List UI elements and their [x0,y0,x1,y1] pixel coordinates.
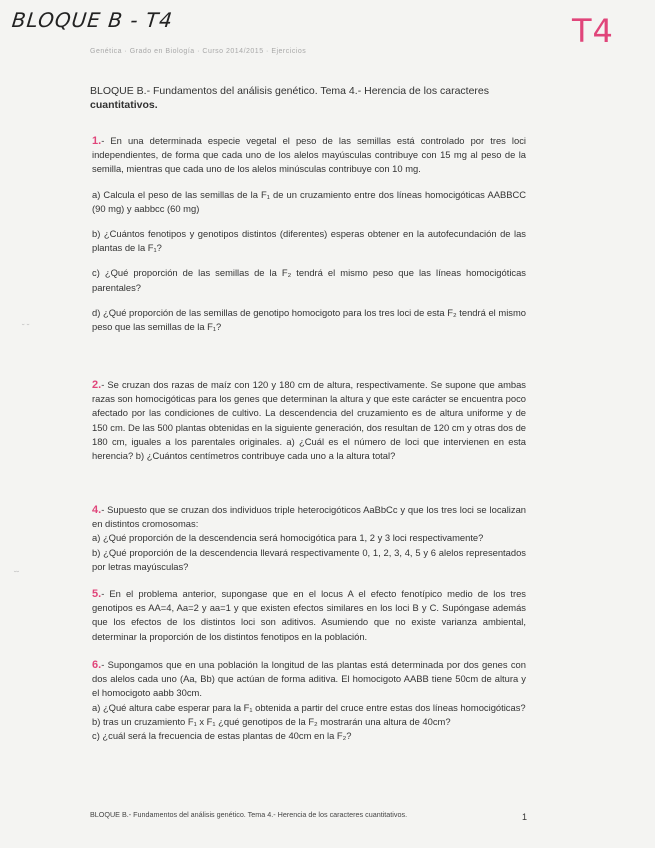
problem-6-part-a: a) ¿Qué altura cabe esperar para la F₁ obtenida a partir del cruce entre estas dos líneas homocigóticas? [92,701,526,713]
problem-2-number: 2. [92,379,102,391]
problem-6 [92,658,526,743]
problem-4 [92,503,526,574]
page-number: 1 [522,812,528,822]
margin-mark: ˘˘ [14,570,20,579]
problem-1-part-d: d) ¿Qué proporción de las semillas de genotipo homocigoto para los tres loci de esta F₂ tendrá el mismo peso que las semillas de la F₁? [92,306,526,333]
problem-6-part-c: c) ¿cuál será la frecuencia de estas plantas de 40cm en la F₂? [92,730,352,742]
problem-2 [92,378,526,474]
problem-1-number: 1. [92,135,102,147]
handwritten-tag: T4 [572,12,614,50]
problem-4-part-b: b) ¿Qué proporción de la descendencia llevará respectivamente 0, 1, 2, 3, 4, 5 y 6 alelos representados por letras mayúsculas? [92,546,526,572]
problem-5-statement: - En el problema anterior, supongase que en el locus A el efecto fenotípico medio de los tres genotipos es AA=4, Aa=2 y aa=1 y que existen efectos similares en los loci B y C. Supóngase además que los efectos de los distintos loci son aditivos. Asumiendo que no existe varianza ambiental, determinar la proporción de los distintos fenotipos en la población. [92,588,526,642]
problem-4-number: 4. [92,504,102,516]
problem-5 [92,587,526,655]
problem-1-part-a: a) Calcula el peso de las semillas de la F₁ de un cruzamiento entre dos líneas homocigóticas AABBCC (90 mg) y aabbcc (60 mg) [92,188,526,214]
problem-4-part-a: a) ¿Qué proporción de la descendencia será homocigótica para 1, 2 y 3 loci respectivamente? [92,532,484,544]
problem-6-part-b: b) tras un cruzamiento F₁ x F₁ ¿qué genotipos de la F₂ mostrarán una altura de 40cm? [92,715,451,727]
margin-mark: ˘ ˘ [22,323,30,332]
problem-2-statement: - Se cruzan dos razas de maíz con 120 y 180 cm de altura, respectivamente. Se supone que ambas razas son homocigóticas para los genes que determinan la altura y que este carácter se encuentra poco afectado por las condiciones de cultivo. La descendencia del cruzamiento es de altura uniforme y de 150 cm. De las 500 plantas obtenidas en la siguiente generación, dos resultan de 120 cm y otras dos de 180 cm, iguales a los parentales originales. a) ¿Cuál es el número de loci que intervienen en esta herencia? b) ¿Cuántos centímetros contribuye cada uno a la altura total? [92,379,526,462]
problem-1 [92,134,526,345]
title-line-2: cuantitativos. [90,99,158,111]
problem-1-part-c: c) ¿Qué proporción de las semillas de la F₂ tendrá el mismo peso que las líneas homocigóticas parentales? [92,267,526,293]
problem-4-statement: - Supuesto que se cruzan dos individuos triple heterocigóticos AaBbCc y que los tres loci se localizan en distintos cromosomas: [92,504,526,530]
document-title [90,84,520,112]
problem-1-part-b: b) ¿Cuántos fenotipos y genotipos distintos (diferentes) esperas obtener en la autofecundación de las plantas de la F₁? [92,228,526,254]
title-line-1: BLOQUE B.- Fundamentos del análisis genético. Tema 4.- Herencia de los caracteres [90,85,489,97]
page-footer: BLOQUE B.- Fundamentos del análisis genético. Tema 4.- Herencia de los caracteres cuantitativos. [90,810,408,819]
handwritten-title: BLOQUE B - T4 [10,8,175,32]
problem-5-number: 5. [92,588,102,600]
problem-6-statement: - Supongamos que en una población la longitud de las plantas está determinada por dos genes con dos alelos cada uno (Aa, Bb) que actúan de forma aditiva. El homocigoto AABB tiene 50cm de altura y el homocigoto aabb 30cm. [92,659,526,699]
faint-header: Genética · Grado en Biología · Curso 2014/2015 · Ejercicios [90,48,307,55]
problem-1-statement: - En una determinada especie vegetal el peso de las semillas está controlado por tres loci independientes, de forma que cada uno de los alelos mayúsculas contribuye con 15 mg al peso de la semilla, mientras que cada uno de los alelos minúsculas contribuye con 10 mg. [92,135,526,175]
problem-6-number: 6. [92,659,102,671]
